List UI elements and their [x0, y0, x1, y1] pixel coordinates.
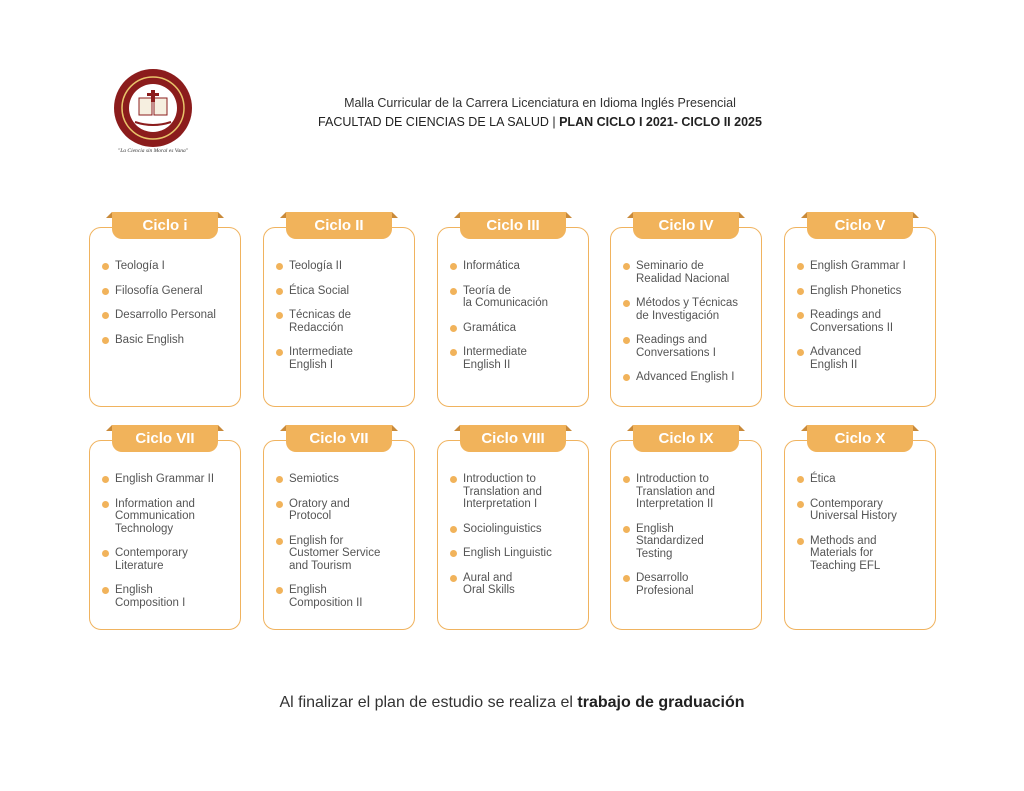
subject-item: Intermediate English II: [450, 346, 584, 371]
subject-item: Contemporary Literature: [102, 547, 236, 572]
subject-item: Methods and Materials for Teaching EFL: [797, 535, 931, 573]
subject-item: Intermediate English I: [276, 346, 410, 371]
cycle-card: [610, 217, 762, 407]
cycle-title: Ciclo X: [807, 425, 913, 452]
subject-item: English for Customer Service and Tourism: [276, 535, 410, 573]
subject-item: English Linguistic: [450, 547, 584, 560]
graduation-note: [0, 694, 1024, 712]
subject-item: English Phonetics: [797, 285, 931, 298]
cycle-card: [784, 430, 936, 630]
subject-item: Advanced English I: [623, 371, 757, 384]
subject-list: [276, 260, 410, 383]
subject-list: [450, 260, 584, 383]
subject-item: Métodos y Técnicas de Investigación: [623, 297, 757, 322]
university-seal-logo: [113, 68, 193, 148]
subject-item: Introduction to Translation and Interpretation I: [450, 473, 584, 511]
subject-list: [450, 473, 584, 609]
subject-item: English Grammar II: [102, 473, 236, 486]
subject-item: Semiotics: [276, 473, 410, 486]
plan-period: PLAN CICLO I 2021- CICLO II 2025: [559, 115, 762, 129]
subject-item: Basic English: [102, 334, 236, 347]
subject-item: Técnicas de Redacción: [276, 309, 410, 334]
subject-item: Teoría de la Comunicación: [450, 285, 584, 310]
subject-item: Sociolinguistics: [450, 523, 584, 536]
subject-item: Gramática: [450, 322, 584, 335]
cycle-title: Ciclo IV: [633, 212, 739, 239]
subject-list: [276, 473, 410, 621]
subject-item: Readings and Conversations II: [797, 309, 931, 334]
faculty-plan-line: [250, 115, 830, 129]
graduation-note-prefix: Al finalizar el plan de estudio se realiza el: [279, 694, 578, 711]
subject-list: [623, 473, 757, 609]
faculty-name: FACULTAD DE CIENCIAS DE LA SALUD |: [318, 115, 560, 129]
subject-item: Ética: [797, 473, 931, 486]
subject-item: Contemporary Universal History: [797, 498, 931, 523]
subject-item: Desarrollo Profesional: [623, 572, 757, 597]
subject-list: [102, 473, 236, 621]
subject-item: Introduction to Translation and Interpretation II: [623, 473, 757, 511]
graduation-work: trabajo de graduación: [577, 694, 745, 711]
subject-list: [623, 260, 757, 396]
subject-item: Ética Social: [276, 285, 410, 298]
subject-item: Oratory and Protocol: [276, 498, 410, 523]
cycle-title: Ciclo VII: [286, 425, 392, 452]
subject-item: Readings and Conversations I: [623, 334, 757, 359]
subject-item: English Standardized Testing: [623, 523, 757, 561]
cycle-title: Ciclo VII: [112, 425, 218, 452]
cycle-title: Ciclo II: [286, 212, 392, 239]
subject-list: [102, 260, 236, 358]
cycle-card: [610, 430, 762, 630]
subject-item: Advanced English II: [797, 346, 931, 371]
cycle-title: Ciclo VIII: [460, 425, 566, 452]
cycle-title: Ciclo III: [460, 212, 566, 239]
subject-item: Informática: [450, 260, 584, 273]
cycle-title: Ciclo IX: [633, 425, 739, 452]
subject-item: English Grammar I: [797, 260, 931, 273]
subject-list: [797, 260, 931, 383]
cycle-card: [784, 217, 936, 407]
cycle-card: [263, 217, 415, 407]
cycle-card: [263, 430, 415, 630]
subject-item: Teología I: [102, 260, 236, 273]
cycle-card: [89, 430, 241, 630]
subject-list: [797, 473, 931, 584]
cycle-card: [437, 217, 589, 407]
subject-item: Teología II: [276, 260, 410, 273]
cycle-card: [437, 430, 589, 630]
subject-item: Filosofía General: [102, 285, 236, 298]
subject-item: Desarrollo Personal: [102, 309, 236, 322]
cycle-card: [89, 217, 241, 407]
subject-item: Information and Communication Technology: [102, 498, 236, 536]
subject-item: Seminario de Realidad Nacional: [623, 260, 757, 285]
cycle-title: Ciclo V: [807, 212, 913, 239]
subject-item: English Composition II: [276, 584, 410, 609]
curriculum-title: Malla Curricular de la Carrera Licenciatura en Idioma Inglés Presencial: [344, 96, 736, 110]
cycle-title: Ciclo i: [112, 212, 218, 239]
logo-motto: "La Ciencia sin Moral es Vana": [117, 148, 189, 154]
subject-item: Aural and Oral Skills: [450, 572, 584, 597]
subject-item: English Composition I: [102, 584, 236, 609]
